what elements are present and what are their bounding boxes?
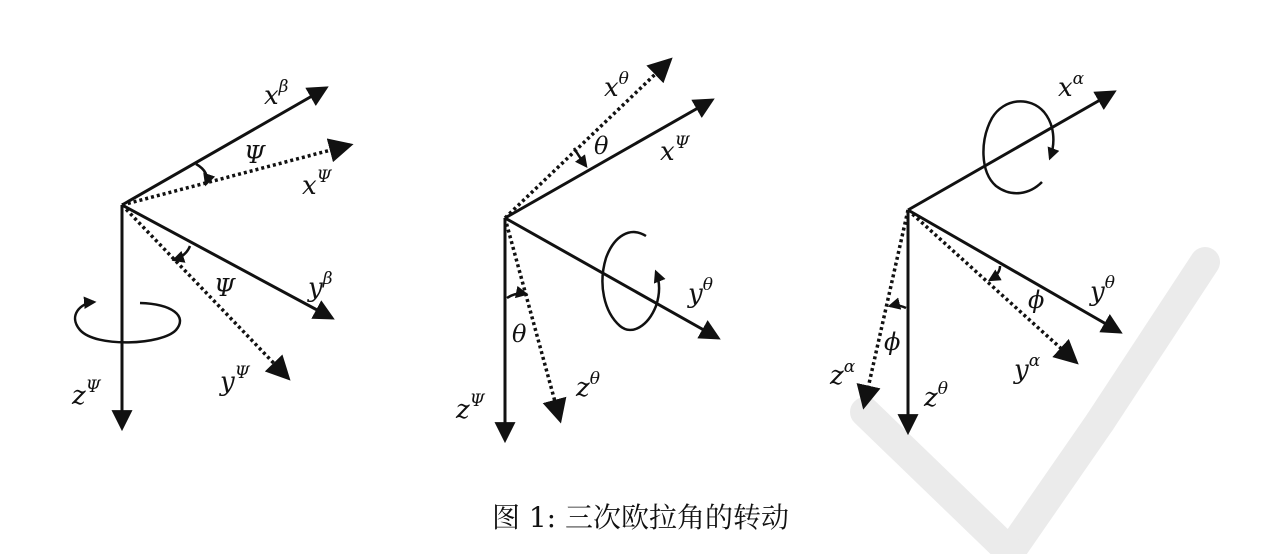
label-y-theta: $y^\theta$ [688,275,713,309]
label-x-alpha: $x^\alpha$ [1058,69,1085,103]
angle-arc-phi-lower [890,305,906,308]
label-z-psi: $z^\Psi$ [456,391,485,425]
panel-phi-rotation [829,69,1120,432]
label-psi-angle-2: Ψ [214,274,236,302]
label-z-theta: $z^\theta$ [924,379,948,413]
axis-z-alpha [864,210,908,406]
panel-theta-rotation [455,60,718,440]
rotation-ellipse-z [75,302,180,342]
angle-arc-theta-lower [507,294,526,299]
label-theta-angle-2: θ [512,320,527,348]
label-x-theta: $x^\theta$ [604,69,629,103]
label-y-beta: $y^\beta$ [308,269,333,303]
label-psi-angle-1: Ψ [244,141,266,169]
axis-z-theta [505,218,560,420]
rotation-ellipse-y [602,232,659,330]
label-x-psi: $x^\Psi$ [660,133,690,167]
axis-y-alpha [908,210,1076,362]
label-theta-angle-1: θ [594,132,609,160]
figure-caption: 图 1: 三次欧拉角的转动 [491,501,790,534]
angle-arc-psi-upper [196,164,207,184]
angle-arc-theta-upper [574,148,586,166]
angle-arc-psi-lower [174,246,190,260]
label-phi-angle-2: ϕ [884,328,901,356]
label-x-psi: $x^\Psi$ [302,167,332,201]
label-x-beta: $x^\beta$ [264,77,289,111]
label-y-alpha: $y^\alpha$ [1014,351,1041,385]
label-y-psi: $y^\Psi$ [220,363,250,397]
axis-y-psi [122,205,288,378]
panel-psi-rotation [71,77,350,428]
label-z-alpha: $z^\alpha$ [830,357,856,391]
label-z-theta: $z^\theta$ [576,369,600,403]
axis-y-theta [908,210,1120,332]
label-y-theta: $y^\theta$ [1090,273,1115,307]
label-phi-angle-1: ϕ [1028,286,1045,314]
axis-y-theta [505,218,718,338]
label-z-psi: $z^\Psi$ [72,377,101,411]
angle-arc-phi-upper [990,266,1000,280]
axis-x-beta [122,88,326,205]
